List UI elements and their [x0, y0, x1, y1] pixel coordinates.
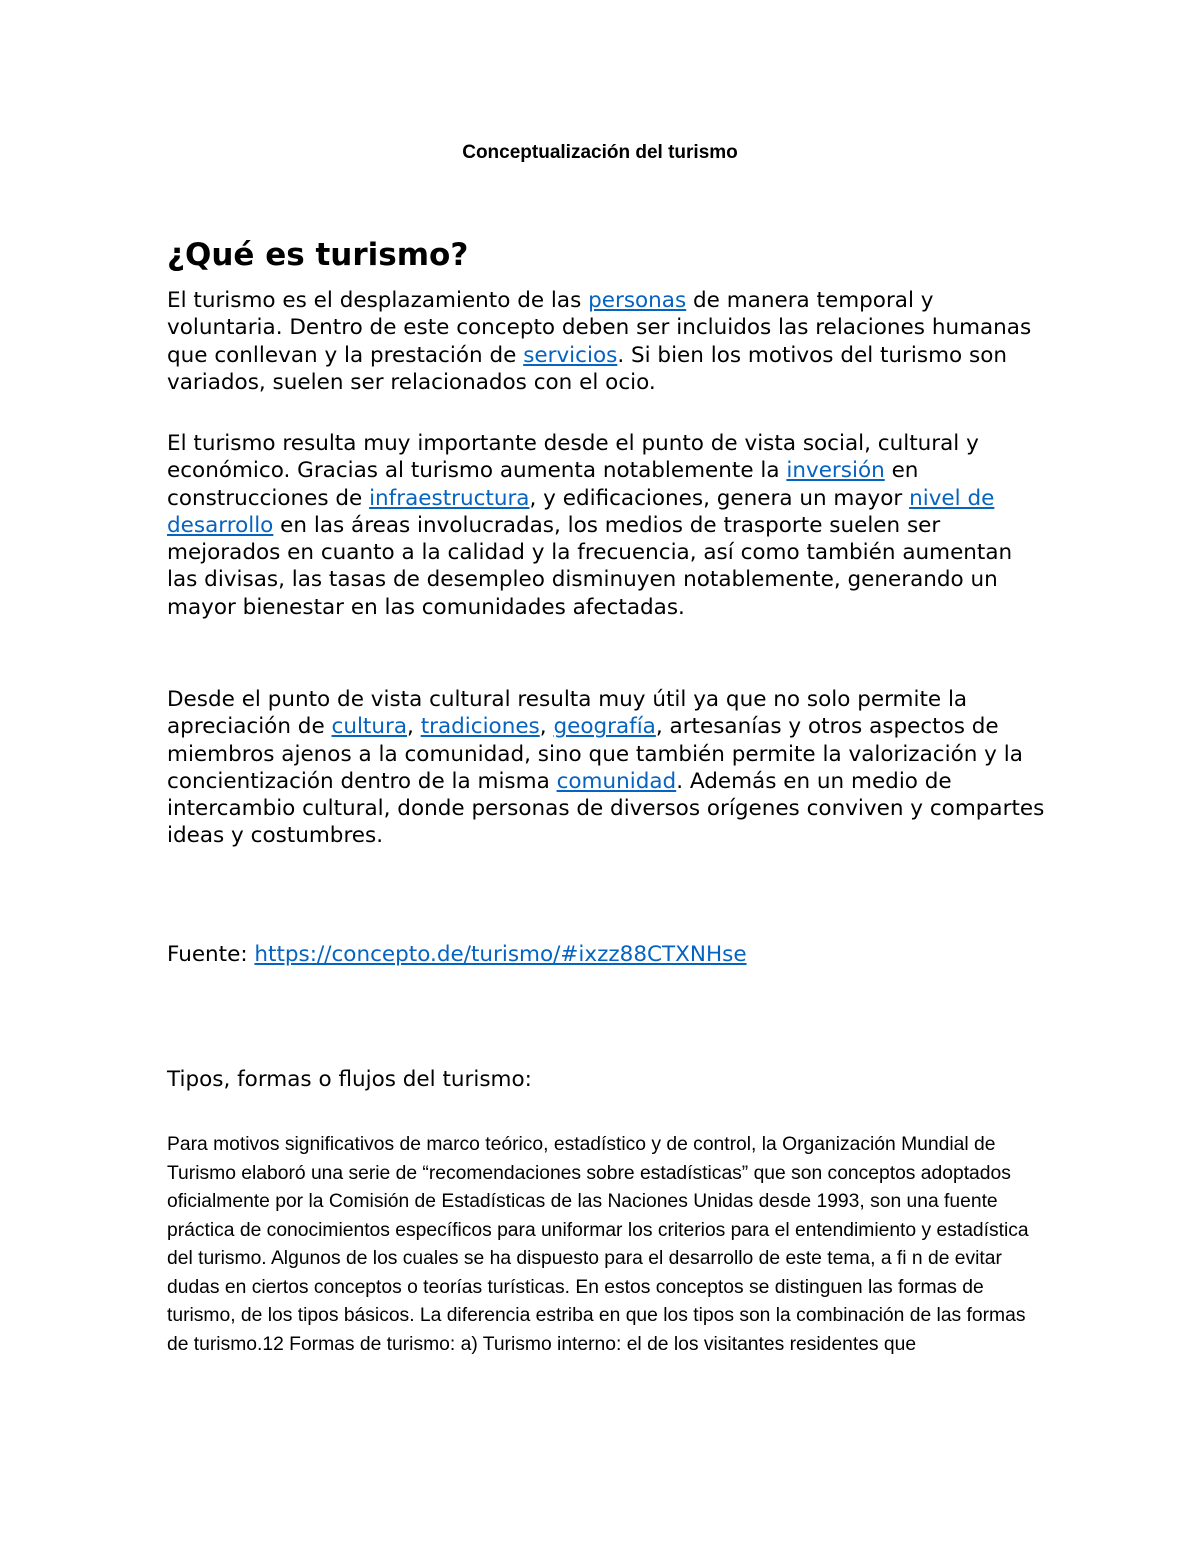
- paragraph-text: Desde el punto de vista cultural resulta muy útil ya que no solo permite la apreciación de: [167, 687, 968, 740]
- link-tradiciones[interactable]: tradiciones: [420, 714, 540, 740]
- link-comunidad[interactable]: comunidad: [556, 768, 677, 794]
- link-infraestructura[interactable]: infraestructura: [369, 485, 530, 511]
- paragraph-text: El turismo es el desplazamiento de las: [167, 288, 589, 313]
- link-cultura[interactable]: cultura: [331, 714, 408, 740]
- section-heading: ¿Qué es turismo?: [167, 237, 469, 273]
- types-paragraph: Para motivos significativos de marco teórico, estadístico y de control, la Organización Mundial de Turismo elaboró una serie de “recomendaciones sobre estadísticas” que son conceptos adoptados oficialmente por la Comisión de Estadísticas de las Naciones Unidas desde 1993, son una fuente práctica de conocimientos específicos para uniformar los criterios para el entendimiento y estadística del turismo. Algunos de los cuales se ha dispuesto para el desarrollo de este tema, a fi n de evitar dudas en ciertos conceptos o teorías turísticas. En estos conceptos se distinguen las formas de turismo, de los tipos básicos. La diferencia estriba en que los tipos son la combinación de las formas de turismo.12 Formas de turismo: a) Turismo interno: el de los visitantes residentes que: [167, 1134, 1029, 1355]
- document-title: Conceptualización del turismo: [462, 142, 738, 163]
- paragraph-importance: [167, 430, 1047, 621]
- types-heading: Tipos, formas o flujos del turismo:: [167, 1067, 532, 1092]
- link-geografia[interactable]: geografía: [553, 714, 656, 740]
- link-servicios[interactable]: servicios: [523, 342, 618, 368]
- paragraph-text: en construcciones de: [167, 458, 919, 511]
- separator-text: ,: [407, 714, 421, 740]
- paragraph-text: , artesanías y otros aspectos de miembros ajenos a la comunidad, sino que también permite la valorización y la concientización dentro de la misma: [167, 714, 1023, 794]
- source-label: Fuente:: [167, 942, 255, 967]
- source-line: [167, 941, 1047, 968]
- paragraph-text: de manera temporal y voluntaria. Dentro de este concepto deben ser incluidos las relaciones humanas que conllevan y la prestación de: [167, 288, 1032, 368]
- paragraph-cultural: [167, 686, 1047, 850]
- source-link[interactable]: https://concepto.de/turismo/#ixzz88CTXNHse: [254, 942, 747, 967]
- paragraph-text: , y edificaciones, genera un mayor: [529, 485, 910, 511]
- link-inversion[interactable]: inversión: [786, 458, 885, 484]
- separator-text: ,: [539, 714, 554, 740]
- link-nivel-de-desarrollo[interactable]: nivel de desarrollo: [167, 485, 995, 538]
- link-personas[interactable]: personas: [588, 288, 687, 313]
- paragraph-text: . Además en un medio de intercambio cultural, donde personas de diversos orígenes conviven y compartes ideas y costumbres.: [167, 768, 1045, 849]
- paragraph-text: El turismo resulta muy importante desde el punto de vista social, cultural y económico. Gracias al turismo aumenta notablemente la: [167, 431, 979, 484]
- paragraph-text: . Si bien los motivos del turismo son variados, suelen ser relacionados con el ocio.: [167, 342, 1007, 395]
- paragraph-text: en las áreas involucradas, los medios de trasporte suelen ser mejorados en cuanto a la calidad y la frecuencia, así como también aumentan las divisas, las tasas de desempleo disminuyen notablemente, generando un mayor bienestar en las comunidades afectadas.: [167, 512, 1013, 620]
- paragraph-intro: [167, 287, 1047, 396]
